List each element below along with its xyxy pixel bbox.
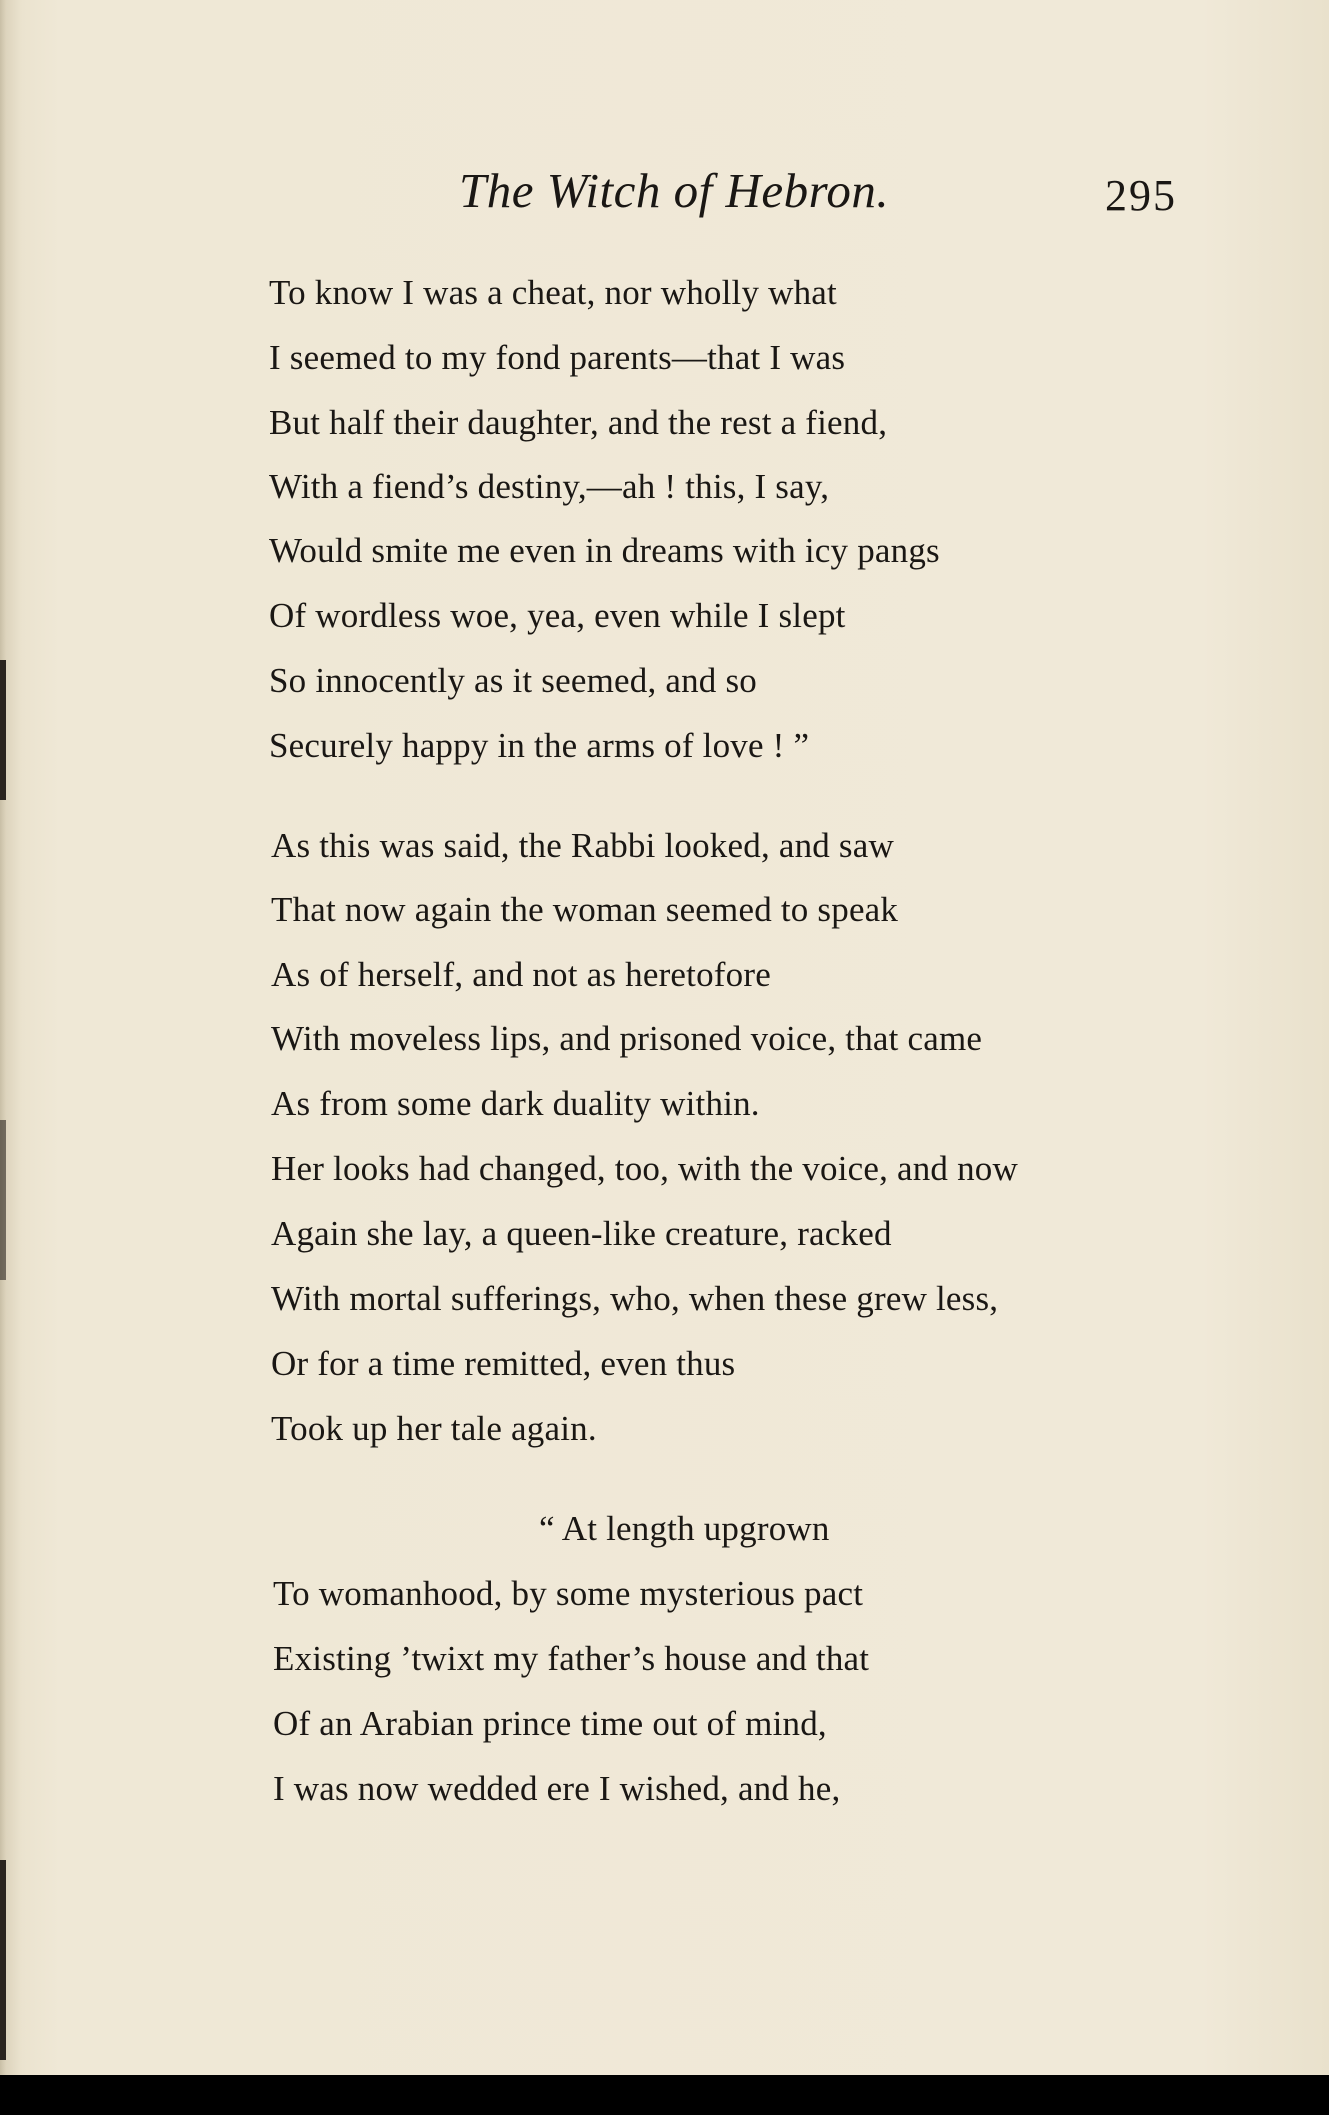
verse-line: But half their daughter, and the rest a fiend, xyxy=(269,403,888,442)
scan-border xyxy=(0,2075,1329,2115)
verse-line: To womanhood, by some mysterious pact xyxy=(273,1574,864,1613)
verse-line: As this was said, the Rabbi looked, and saw xyxy=(271,826,894,865)
verse-line: As from some dark duality within. xyxy=(271,1084,760,1123)
verse-line: “ At length upgrown xyxy=(539,1509,830,1548)
verse-line: Would smite me even in dreams with icy pangs xyxy=(269,531,940,570)
verse-line: I seemed to my fond parents—that I was xyxy=(269,338,846,377)
verse-line: Or for a time remitted, even thus xyxy=(271,1344,736,1383)
verse-line: I was now wedded ere I wished, and he, xyxy=(273,1769,841,1808)
page-number: 295 xyxy=(1105,171,1177,220)
verse-line: As of herself, and not as heretofore xyxy=(271,955,771,994)
running-head-title: The Witch of Hebron. xyxy=(459,163,890,218)
verse-line: Securely happy in the arms of love ! ” xyxy=(269,726,810,765)
verse-line: Her looks had changed, too, with the voice, and now xyxy=(271,1149,1018,1188)
verse-line: Of an Arabian prince time out of mind, xyxy=(273,1704,827,1743)
verse-line: Of wordless woe, yea, even while I slept xyxy=(269,596,846,635)
verse-line: Existing ’twixt my father’s house and that xyxy=(273,1639,870,1678)
verse-line: Took up her tale again. xyxy=(271,1409,597,1448)
verse-line: To know I was a cheat, nor wholly what xyxy=(269,273,837,312)
verse-line: That now again the woman seemed to speak xyxy=(271,890,899,929)
verse-line: Again she lay, a queen-like creature, racked xyxy=(271,1214,892,1253)
verse-line: With mortal sufferings, who, when these grew less, xyxy=(271,1279,999,1318)
verse-line: So innocently as it seemed, and so xyxy=(269,661,757,700)
verse-line: With a fiend’s destiny,—ah ! this, I say, xyxy=(269,467,830,506)
verse-line: With moveless lips, and prisoned voice, that came xyxy=(271,1019,983,1058)
